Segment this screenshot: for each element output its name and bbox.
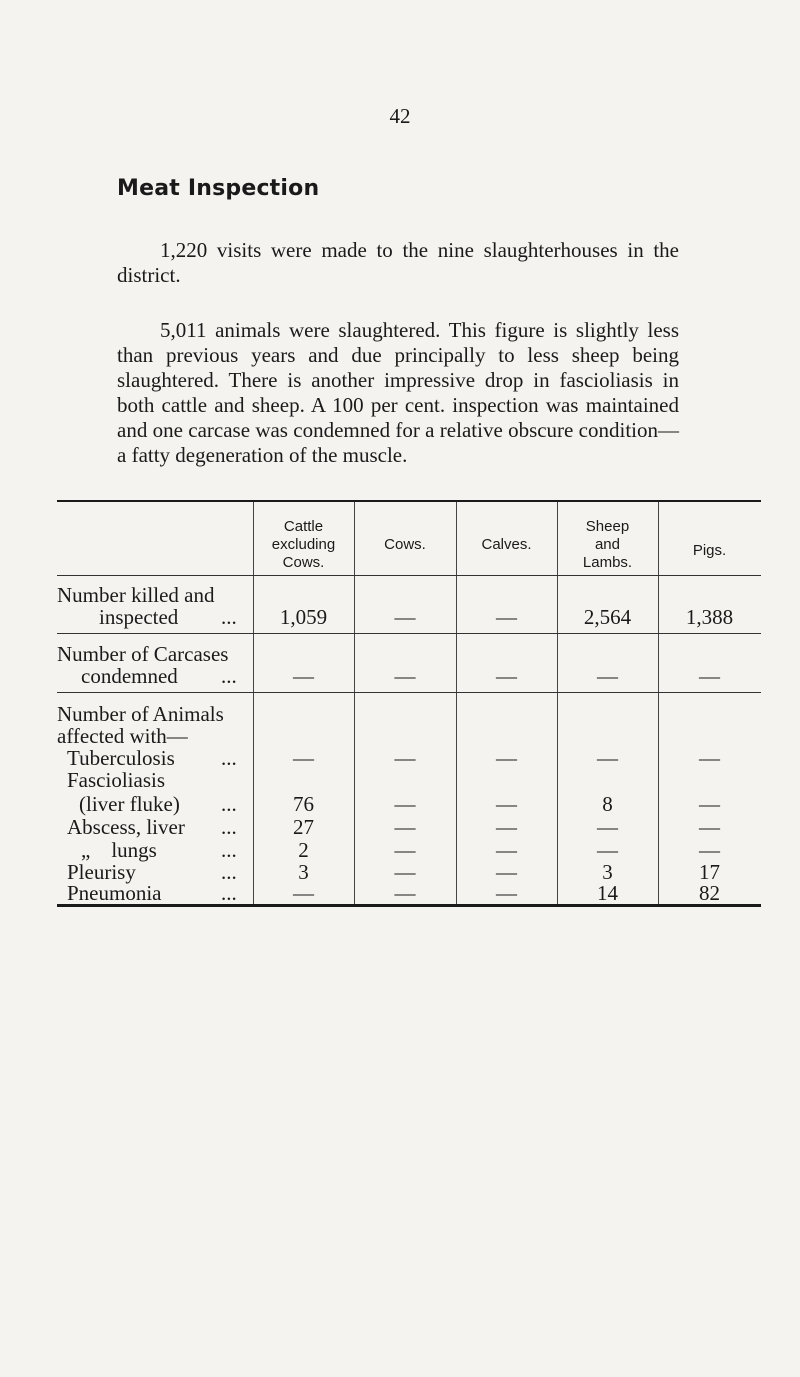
table-cell: — — [496, 815, 517, 839]
table-cell: — — [699, 815, 720, 839]
table-cell: — — [293, 664, 314, 688]
table-cell: 3 — [298, 860, 309, 884]
table-cell: 8 — [602, 792, 613, 816]
table-cell: — — [496, 860, 517, 884]
leader-dots: ... — [221, 792, 237, 816]
table-cell: 3 — [602, 860, 613, 884]
table-cell: — — [496, 881, 517, 905]
row-label-killed: Number killed and — [57, 583, 215, 607]
leader-dots: ... — [221, 815, 237, 839]
table-cell: 82 — [699, 881, 720, 905]
table-cell: 1,388 — [685, 605, 734, 629]
table-cell: — — [699, 792, 720, 816]
table-cell: 1,059 — [279, 605, 328, 629]
table-cell: — — [394, 815, 416, 839]
row-label-condemned: condemned — [81, 664, 178, 688]
row-label-affected-with: affected with— — [57, 724, 188, 748]
table-cell: 27 — [293, 815, 314, 839]
leader-dots: ... — [221, 838, 237, 862]
leader-dots: ... — [221, 881, 237, 905]
table-cell: — — [394, 664, 416, 688]
table-cell: — — [394, 860, 416, 884]
table-cell: — — [699, 746, 720, 770]
table-cell: — — [699, 664, 720, 688]
table-cell: — — [496, 664, 517, 688]
table-top-rule — [57, 500, 761, 502]
row-label-abscess-liver: Abscess, liver — [67, 815, 185, 839]
column-header-pigs: Pigs. — [692, 542, 727, 559]
row-label-pleurisy: Pleurisy — [67, 860, 136, 884]
table-cell: 2 — [298, 838, 309, 862]
row-separator — [57, 633, 761, 634]
table-cell: — — [496, 605, 517, 629]
table-cell: — — [597, 746, 618, 770]
table-cell: — — [394, 746, 416, 770]
table-cell: — — [699, 838, 720, 862]
row-label-carcases: Number of Carcases — [57, 642, 229, 666]
table-cell: — — [496, 792, 517, 816]
meat-inspection-table — [57, 500, 761, 907]
leader-dots: ... — [221, 605, 237, 629]
table-cell: 2,564 — [583, 605, 632, 629]
column-header-cattle: Cattle excluding Cows. — [271, 518, 336, 571]
leader-dots: ... — [221, 860, 237, 884]
table-cell: — — [496, 838, 517, 862]
table-cell: — — [496, 746, 517, 770]
table-cell: 17 — [699, 860, 720, 884]
table-cell: — — [394, 881, 416, 905]
page-number: 42 — [389, 104, 411, 128]
table-cell: — — [293, 746, 314, 770]
table-cell: — — [597, 838, 618, 862]
column-header-sheep: Sheep and Lambs. — [582, 518, 633, 571]
paragraph-visits: 1,220 visits were made to the nine slaughterhouses in the district. — [117, 238, 679, 287]
section-heading: Meat Inspection — [117, 176, 320, 201]
table-cell: 14 — [597, 881, 618, 905]
table-cell: 76 — [293, 792, 314, 816]
row-label-liver-fluke: (liver fluke) — [79, 792, 180, 816]
table-cell: — — [394, 792, 416, 816]
leader-dots: ... — [221, 664, 237, 688]
row-label-tuberculosis: Tuberculosis — [67, 746, 175, 770]
column-header-calves: Calves. — [481, 536, 532, 553]
table-cell: — — [597, 664, 618, 688]
row-label-abscess-lungs: „ lungs — [81, 838, 157, 862]
paragraph-animals: 5,011 animals were slaughtered. This figure is slightly less than previous years and due principally to less sheep being slaughtered. There is another impressive drop in fascioliasis in both cattle and sheep. A 100 per cent. inspection was maintained and one carcase was condemned for a relative obscure condition—a fatty degeneration of the muscle. — [117, 318, 679, 467]
table-cell: — — [394, 605, 416, 629]
row-separator — [57, 692, 761, 693]
table-cell: — — [293, 881, 314, 905]
table-cell: — — [394, 838, 416, 862]
row-label-animals: Number of Animals — [57, 702, 224, 726]
column-header-cows: Cows. — [384, 536, 426, 553]
row-label-inspected: inspected — [99, 605, 179, 629]
leader-dots: ... — [221, 746, 237, 770]
row-label-pneumonia: Pneumonia — [67, 881, 162, 905]
row-label-fascioliasis: Fascioliasis — [67, 768, 165, 792]
table-cell: — — [597, 815, 618, 839]
